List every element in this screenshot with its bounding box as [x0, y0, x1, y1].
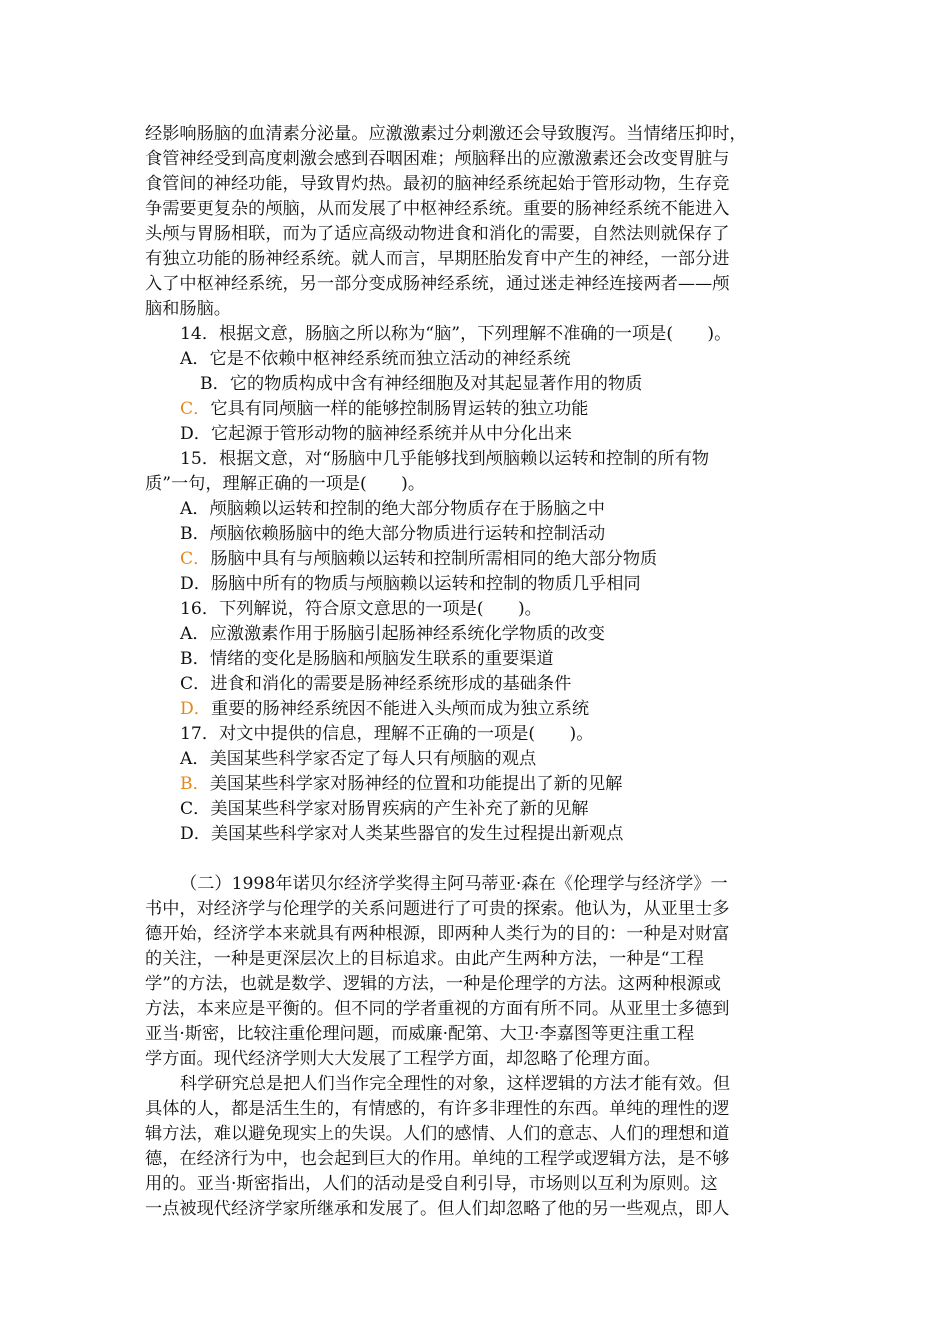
- question-14-stem: 14．根据文意，肠脑之所以称为“脑”，下列理解不准确的一项是( )。: [180, 324, 732, 344]
- passage-line: 科学研究总是把人们当作完全理性的对象，这样逻辑的方法才能有效。但: [180, 1074, 731, 1094]
- question-14-option-b: B．它的物质构成中含有神经细胞及对其起显著作用的物质: [200, 374, 643, 394]
- passage-line: 方法，本来应是平衡的。但不同的学者重视的方面有所不同。从亚里士多德到: [145, 999, 730, 1019]
- passage-line: 用的。亚当·斯密指出，人们的活动是受自利引导，市场则以互利为原则。这: [145, 1174, 718, 1194]
- question-15-stem-cont: 质”一句，理解正确的一项是( )。: [145, 474, 426, 494]
- question-14-option-c: C．它具有同颅脑一样的能够控制肠胃运转的独立功能: [180, 399, 589, 419]
- question-17-option-d: D．美国某些科学家对人类某些器官的发生过程提出新观点: [180, 824, 624, 844]
- question-15-option-d: D．肠脑中所有的物质与颅脑赖以运转和控制的物质几乎相同: [180, 574, 641, 594]
- question-16-stem: 16．下列解说，符合原文意思的一项是( )。: [180, 599, 542, 619]
- passage-line: （二）1998年诺贝尔经济学奖得主阿马蒂亚·森在《伦理学与经济学》一: [180, 874, 728, 894]
- passage-line: 经影响肠脑的血清素分泌量。应激激素过分刺激还会导致腹泻。当情绪压抑时，: [145, 124, 747, 144]
- passage-line: 德开始，经济学本来就具有两种根源，即两种人类行为的目的：一种是对财富: [145, 924, 730, 944]
- question-17-stem: 17．对文中提供的信息，理解不正确的一项是( )。: [180, 724, 594, 744]
- passage-line: 学方面。现代经济学则大大发展了工程学方面，却忽略了伦理方面。: [145, 1049, 661, 1069]
- passage-line: 入了中枢神经系统，另一部分变成肠神经系统，通过迷走神经连接两者——颅: [145, 274, 730, 294]
- question-16-option-c: C．进食和消化的需要是肠神经系统形成的基础条件: [180, 674, 572, 694]
- question-17-option-a: A．美国某些科学家否定了每人只有颅脑的观点: [180, 749, 537, 769]
- passage-line: 的关注，一种是更深层次上的目标追求。由此产生两种方法，一种是“工程: [145, 949, 704, 969]
- question-17-option-c: C．美国某些科学家对肠胃疾病的产生补充了新的见解: [180, 799, 589, 819]
- question-16-option-b: B．情绪的变化是肠脑和颅脑发生联系的重要渠道: [180, 649, 554, 669]
- passage-line: 有独立功能的肠神经系统。就人而言，早期胚胎发育中产生的神经，一部分进: [145, 249, 730, 269]
- question-16-option-d: D．重要的肠神经系统因不能进入头颅而成为独立系统: [180, 699, 590, 719]
- passage-line: 头颅与胃肠相联，而为了适应高级动物进食和消化的需要，自然法则就保存了: [145, 224, 730, 244]
- answer-letter: C．: [180, 399, 211, 419]
- question-14-option-d: D．它起源于管形动物的脑神经系统并从中分化出来: [180, 424, 572, 444]
- passage-line: 食管间的神经功能，导致胃灼热。最初的脑神经系统起始于管形动物，生存竞: [145, 174, 730, 194]
- passage-line: 食管神经受到高度刺激会感到吞咽困难；颅脑释出的应激激素还会改变胃脏与: [145, 149, 730, 169]
- passage-line: 辑方法，难以避免现实上的失误。人们的感情、人们的意志、人们的理想和道: [145, 1124, 730, 1144]
- passage-line: 具体的人，都是活生生的，有情感的，有许多非理性的东西。单纯的理性的逻: [145, 1099, 730, 1119]
- passage-line: 脑和肠脑。: [145, 299, 231, 319]
- passage-line: 德，在经济行为中，也会起到巨大的作用。单纯的工程学或逻辑方法，是不够: [145, 1149, 730, 1169]
- passage-line: 一点被现代经济学家所继承和发展了。但人们却忽略了他的另一些观点，即人: [145, 1199, 730, 1219]
- passage-line: 书中，对经济学与伦理学的关系问题进行了可贵的探索。他认为，从亚里士多: [145, 899, 730, 919]
- question-15-option-c: C．肠脑中具有与颅脑赖以运转和控制所需相同的绝大部分物质: [180, 549, 658, 569]
- question-17-option-b: B．美国某些科学家对肠神经的位置和功能提出了新的见解: [180, 774, 623, 794]
- question-15-option-b: B．颅脑依赖肠脑中的绝大部分物质进行运转和控制活动: [180, 524, 606, 544]
- answer-letter: D．: [180, 699, 211, 719]
- question-14-option-a: A．它是不依赖中枢神经系统而独立活动的神经系统: [180, 349, 571, 369]
- question-15-stem: 15．根据文意，对“肠脑中几乎能够找到颅脑赖以运转和控制的所有物: [180, 449, 710, 469]
- passage-line: 争需要更复杂的颅脑，从而发展了中枢神经系统。重要的肠神经系统不能进入: [145, 199, 730, 219]
- question-15-option-a: A．颅脑赖以运转和控制的绝大部分物质存在于肠脑之中: [180, 499, 605, 519]
- question-16-option-a: A．应激激素作用于肠脑引起肠神经系统化学物质的改变: [180, 624, 605, 644]
- passage-line: 学”的方法，也就是数学、逻辑的方法，一种是伦理学的方法。这两种根源或: [145, 974, 721, 994]
- answer-letter: B．: [180, 774, 210, 794]
- passage-line: 亚当·斯密，比较注重伦理问题，而威廉·配第、大卫·李嘉图等更注重工程: [145, 1024, 695, 1044]
- answer-letter: C．: [180, 549, 211, 569]
